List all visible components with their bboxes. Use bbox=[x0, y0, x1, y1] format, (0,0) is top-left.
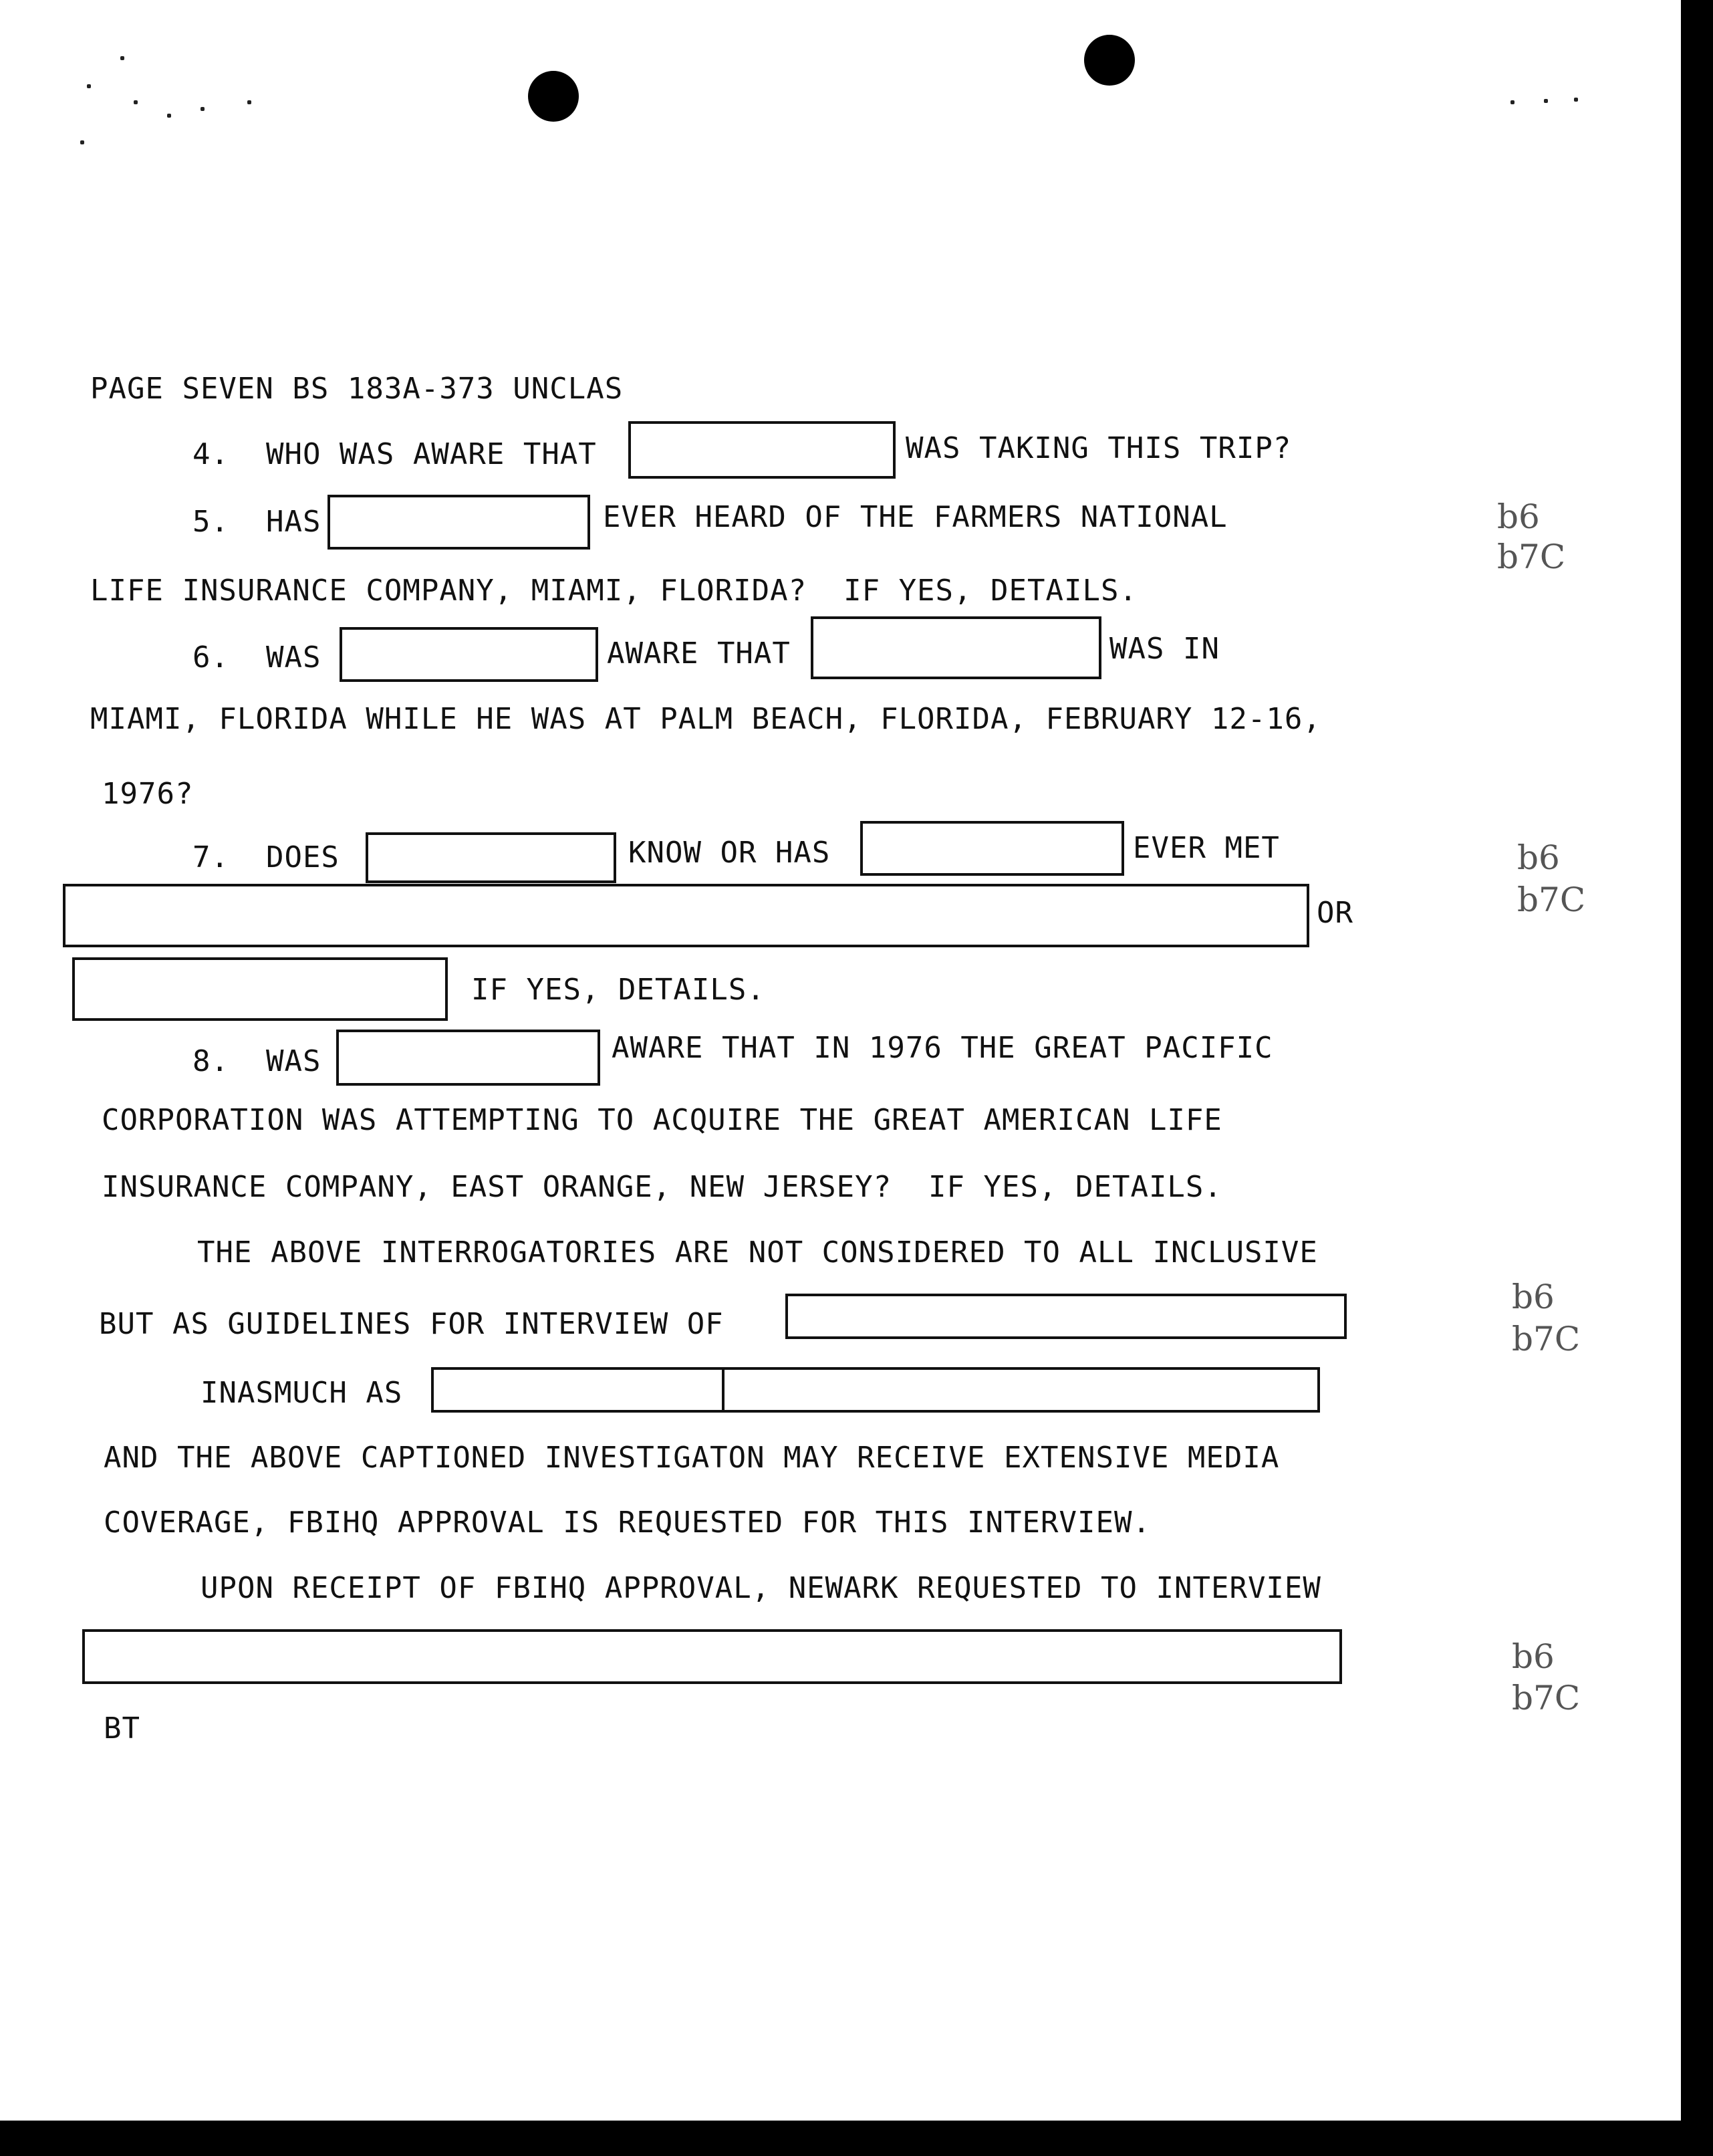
q8-part-a: 8. WAS bbox=[192, 1044, 321, 1078]
redaction-box bbox=[366, 832, 616, 883]
redaction-box bbox=[431, 1367, 725, 1413]
speck bbox=[87, 84, 91, 88]
exemption-mark: b7C bbox=[1512, 1679, 1581, 1717]
redaction-box bbox=[340, 627, 598, 682]
exemption-mark: b6 bbox=[1512, 1278, 1555, 1316]
exemption-mark: b6 bbox=[1512, 1637, 1555, 1676]
exemption-mark: b7C bbox=[1497, 537, 1566, 576]
redaction-box bbox=[327, 495, 590, 550]
exemption-mark: b7C bbox=[1512, 1320, 1581, 1358]
redaction-box bbox=[336, 1030, 600, 1086]
q5-part-a: 5. HAS bbox=[192, 505, 321, 539]
speck bbox=[201, 107, 205, 111]
speck bbox=[120, 56, 124, 60]
q8-line2: CORPORATION WAS ATTEMPTING TO ACQUIRE THE GREAT AMERICAN LIFE bbox=[102, 1103, 1222, 1137]
para1-line5: COVERAGE, FBIHQ APPROVAL IS REQUESTED FOR THIS INTERVIEW. bbox=[104, 1506, 1151, 1540]
q7-part-d: OR bbox=[1317, 896, 1353, 930]
q8-part-b: AWARE THAT IN 1976 THE GREAT PACIFIC bbox=[612, 1031, 1273, 1065]
redaction-box bbox=[785, 1294, 1347, 1339]
para1-line1: THE ABOVE INTERROGATORIES ARE NOT CONSIDERED TO ALL INCLUSIVE bbox=[197, 1235, 1318, 1270]
redaction-box bbox=[63, 884, 1309, 947]
para1-line2: BUT AS GUIDELINES FOR INTERVIEW OF bbox=[99, 1307, 724, 1341]
exemption-mark: b7C bbox=[1517, 880, 1586, 919]
para2-line1: UPON RECEIPT OF FBIHQ APPROVAL, NEWARK REQUESTED TO INTERVIEW bbox=[201, 1571, 1321, 1605]
exemption-mark: b6 bbox=[1517, 838, 1560, 877]
exemption-mark: b6 bbox=[1497, 497, 1540, 536]
speck bbox=[1574, 98, 1578, 102]
page-header: PAGE SEVEN BS 183A-373 UNCLAS bbox=[90, 372, 624, 406]
q8-line3: INSURANCE COMPANY, EAST ORANGE, NEW JERSEY? IF YES, DETAILS. bbox=[102, 1170, 1222, 1204]
redaction-box bbox=[860, 821, 1124, 876]
closing-bt: BT bbox=[104, 1711, 140, 1746]
q4-part-a: 4. WHO WAS AWARE THAT bbox=[192, 437, 597, 471]
punch-hole-right bbox=[1084, 35, 1135, 86]
speck bbox=[80, 140, 84, 144]
q6-part-b: AWARE THAT bbox=[607, 636, 791, 671]
speck bbox=[134, 100, 138, 104]
q7-part-e: IF YES, DETAILS. bbox=[471, 973, 765, 1007]
para1-line4: AND THE ABOVE CAPTIONED INVESTIGATON MAY RECEIVE EXTENSIVE MEDIA bbox=[104, 1441, 1280, 1475]
redaction-box bbox=[72, 957, 448, 1021]
q6-part-a: 6. WAS bbox=[192, 640, 321, 675]
redaction-box bbox=[628, 421, 896, 479]
punch-hole-left bbox=[528, 71, 579, 122]
q6-line3: 1976? bbox=[102, 777, 194, 811]
speck bbox=[167, 114, 171, 118]
q7-part-b: KNOW OR HAS bbox=[628, 836, 831, 870]
q5-line2: LIFE INSURANCE COMPANY, MIAMI, FLORIDA? IF YES, DETAILS. bbox=[90, 574, 1138, 608]
redaction-box bbox=[722, 1367, 1320, 1413]
para1-line3: INASMUCH AS bbox=[201, 1376, 403, 1410]
redaction-box bbox=[811, 616, 1101, 679]
q7-part-c: EVER MET bbox=[1133, 831, 1280, 865]
redaction-box bbox=[82, 1629, 1342, 1684]
speck bbox=[247, 100, 251, 104]
q5-part-b: EVER HEARD OF THE FARMERS NATIONAL bbox=[603, 500, 1228, 534]
q6-line2: MIAMI, FLORIDA WHILE HE WAS AT PALM BEACH, FLORIDA, FEBRUARY 12-16, bbox=[90, 702, 1321, 736]
q6-part-c: WAS IN bbox=[1109, 632, 1220, 666]
speck bbox=[1544, 99, 1548, 103]
speck bbox=[1510, 100, 1514, 104]
q4-part-b: WAS TAKING THIS TRIP? bbox=[906, 431, 1292, 465]
q7-part-a: 7. DOES bbox=[192, 840, 340, 874]
